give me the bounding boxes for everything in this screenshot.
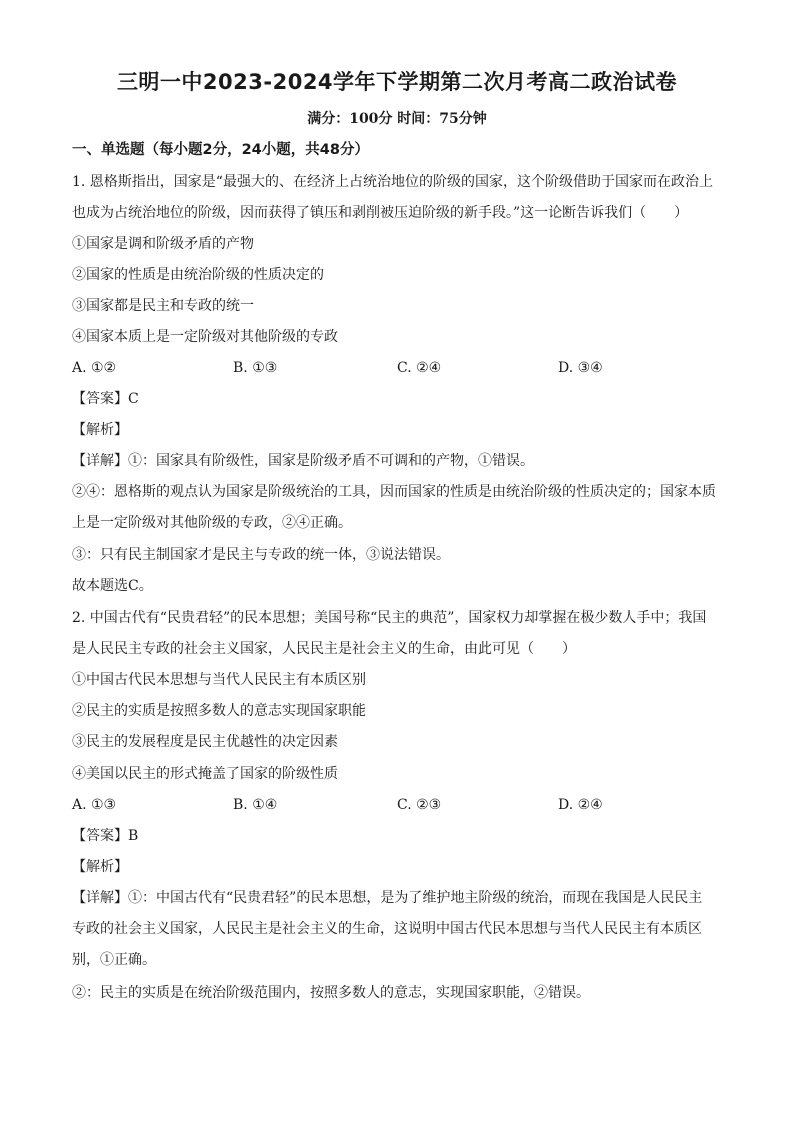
q2-detail-line2: 专政的社会主义国家，人民民主是社会主义的生命，这说明中国古代民本思想与当代人民民主有本质区 — [72, 921, 702, 937]
q2-analysis-label: 【解析】 — [72, 859, 128, 875]
q2-answer: 【答案】B — [72, 828, 139, 844]
q1-detail-line5: 故本题选C。 — [72, 578, 153, 594]
q1-answer: 【答案】C — [72, 391, 139, 407]
q1-detail-line4: ③：只有民主制国家才是民主与专政的统一体，③说法错误。 — [72, 547, 450, 563]
q2-option-b: B. ①④ — [233, 797, 278, 813]
q1-detail-line3: 上是一定阶级对其他阶级的专政，②④正确。 — [72, 515, 352, 531]
exam-subtitle: 满分：100分 时间：75分钟 — [307, 111, 487, 127]
q1-analysis-label: 【解析】 — [72, 422, 128, 438]
q1-stem-line1: 1. 恩格斯指出，国家是“最强大的、在经济上占统治地位的阶级的国家，这个阶级借助于国家而在政治上 — [72, 174, 713, 190]
q1-item-4: ④国家本质上是一定阶级对其他阶级的专政 — [72, 329, 338, 345]
q2-detail-line3: 别，①正确。 — [72, 952, 156, 968]
q1-option-b: B. ①③ — [233, 360, 278, 376]
q1-item-1: ①国家是调和阶级矛盾的产物 — [72, 236, 254, 252]
q1-detail-line2: ②④：恩格斯的观点认为国家是阶级统治的工具，因而国家的性质是由统治阶级的性质决定的；国家本质 — [72, 484, 716, 500]
q2-item-3: ③民主的发展程度是民主优越性的决定因素 — [72, 734, 338, 750]
q1-option-a: A. ①② — [72, 360, 117, 376]
q2-option-d: D. ②④ — [558, 797, 603, 813]
q2-item-1: ①中国古代民本思想与当代人民民主有本质区别 — [72, 672, 366, 688]
section-heading: 一、单选题（每小题2分，24小题，共48分） — [72, 142, 369, 158]
q2-item-4: ④美国以民主的形式掩盖了国家的阶级性质 — [72, 766, 338, 782]
q2-detail-line4: ②：民主的实质是在统治阶级范围内，按照多数人的意志，实现国家职能，②错误。 — [72, 985, 590, 1001]
q2-option-a: A. ①③ — [72, 797, 117, 813]
q2-detail-line1: 【详解】①：中国古代有“民贵君轻”的民本思想，是为了维护地主阶级的统治，而现在我国是人民民主 — [72, 890, 703, 906]
q2-option-c: C. ②③ — [397, 797, 442, 813]
q2-stem-line2: 是人民民主专政的社会主义国家，人民民主是社会主义的生命，由此可见（ ） — [72, 641, 576, 657]
q1-item-3: ③国家都是民主和专政的统一 — [72, 298, 254, 314]
exam-title: 三明一中2023-2024学年下学期第二次月考高二政治试卷 — [116, 70, 678, 94]
q1-stem-line2: 也成为占统治地位的阶级，因而获得了镇压和剥削被压迫阶级的新手段。”这一论断告诉我们（ ） — [72, 205, 689, 221]
q1-detail-line1: 【详解】①：国家具有阶级性，国家是阶级矛盾不可调和的产物，①错误。 — [72, 453, 534, 469]
q1-option-c: C. ②④ — [397, 360, 442, 376]
q2-item-2: ②民主的实质是按照多数人的意志实现国家职能 — [72, 703, 366, 719]
q1-item-2: ②国家的性质是由统治阶级的性质决定的 — [72, 267, 324, 283]
q2-stem-line1: 2. 中国古代有“民贵君轻”的民本思想；美国号称“民主的典范”，国家权力却掌握在极少数人手中；我国 — [72, 610, 707, 626]
q1-option-d: D. ③④ — [558, 360, 603, 376]
